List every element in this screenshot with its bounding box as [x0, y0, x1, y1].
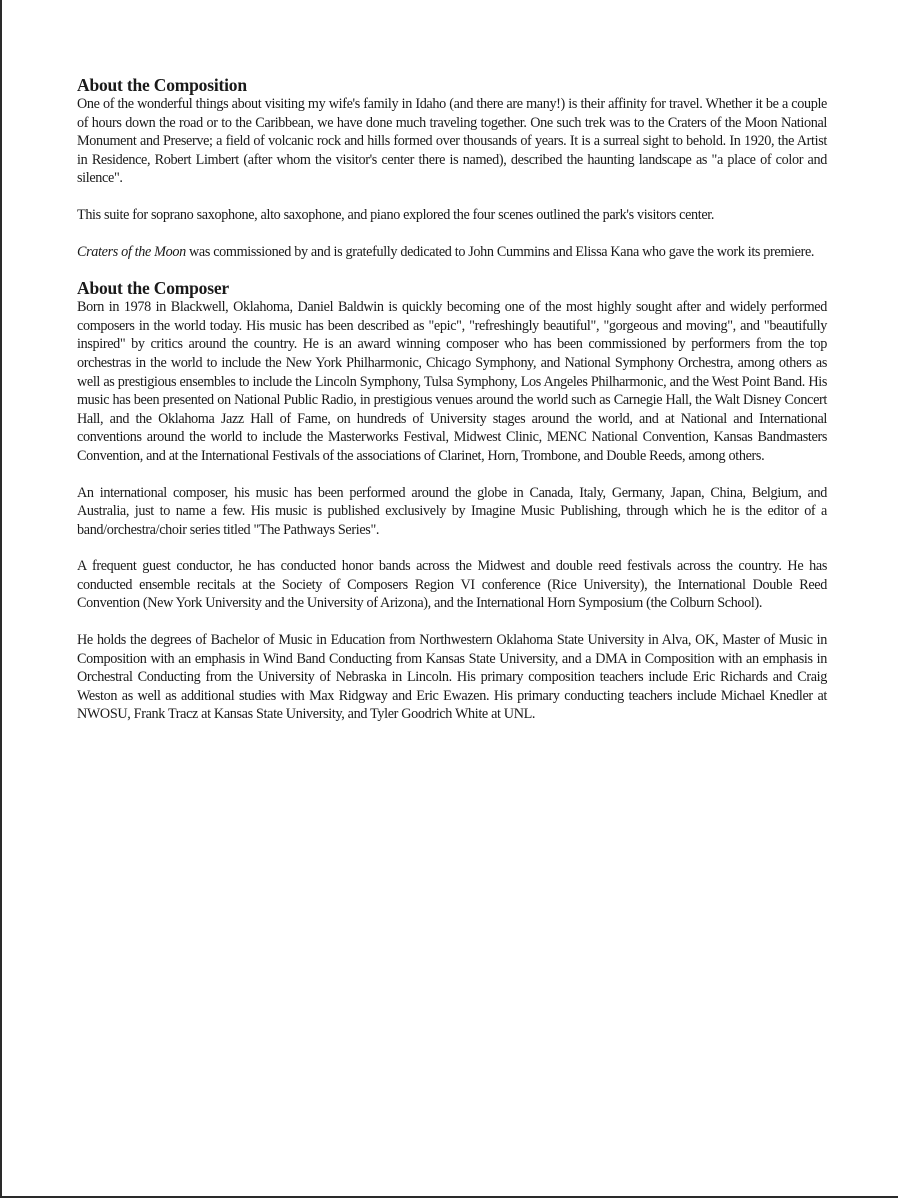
composition-paragraph-2: This suite for soprano saxophone, alto saxophone, and piano explored the four scenes outlined the park's visitors center. — [77, 206, 715, 223]
composer-paragraph-2: An international composer, his music has been performed around the globe in Canada, Italy, Germany, Japan, China, Belgium, and Australia, just to name a few. His music is published exclusively by Imagine Music Publishing, through which he is the editor of a band/orchestra/choir series titled "The Pathways Series". — [77, 484, 827, 538]
composition-paragraph-3 — [77, 243, 827, 262]
document-body — [77, 76, 827, 724]
composition-heading: About the Composition — [77, 75, 247, 95]
dedication-text: was commissioned by and is gratefully dedicated to John Cummins and Elissa Kana who gave the work its premiere. — [185, 243, 815, 260]
composer-paragraph-1: Born in 1978 in Blackwell, Oklahoma, Daniel Baldwin is quickly becoming one of the most highly sought after and widely performed composers in the world today. His music has been described as "epic", "refreshingly beautiful", "gorgeous and moving", and "beautifully inspired" by critics around the country. He is an award winning composer who has been commissioned by performers from the top orchestras in the world to include the New York Philharmonic, Chicago Symphony, and National Symphony Orchestra, among others as well as prestigious ensembles to include the Lincoln Symphony, Tulsa Symphony, Los Angeles Philharmonic, and the West Point Band. His music has been presented on National Public Radio, in prestigious venues around the world such as Carnegie Hall, the Walt Disney Concert Hall, and the Oklahoma Jazz Hall of Fame, on hundreds of University stages around the world, and at National and International conventions around the world to include the Masterworks Festival, Midwest Clinic, MENC National Convention, Kansas Bandmasters Convention, and at the International Festivals of the associations of Clarinet, Horn, Trombone, and Double Reeds, among others. — [77, 299, 827, 464]
composer-heading: About the Composer — [77, 278, 229, 299]
composition-paragraph-1: One of the wonderful things about visiting my wife's family in Idaho (and there are many!) is their affinity for travel. Whether it be a couple of hours down the road or to the Caribbean, we have done much traveling together. One such trek was to the Craters of the Moon National Monument and Preserve; a field of volcanic rock and hills formed over thousands of years. It is a surreal sight to behold. In 1920, the Artist in Residence, Robert Limbert (after whom the visitor's center there is named), described the haunting landscape as "a place of color and silence". — [77, 96, 827, 187]
work-title: Craters of the Moon — [77, 243, 186, 260]
composer-paragraph-4: He holds the degrees of Bachelor of Music in Education from Northwestern Oklahoma State University in Alva, OK, Master of Music in Composition with an emphasis in Wind Band Conducting from Kansas State University, and a DMA in Composition with an emphasis in Orchestral Conducting from the University of Nebraska in Lincoln. His primary composition teachers include Eric Richards and Craig Weston as well as additional studies with Max Ridgway and Eric Ewazen. His primary conducting teachers include Michael Knedler at NWOSU, Frank Tracz at Kansas State University, and Tyler Goodrich White at UNL. — [77, 632, 827, 723]
about-composer-section — [77, 279, 827, 724]
about-composition-section — [77, 76, 827, 261]
composer-paragraph-3: A frequent guest conductor, he has conducted honor bands across the Midwest and double reed festivals across the country. He has conducted ensemble recitals at the Society of Composers Region VI conference (Rice University), the International Double Reed Convention (New York University and the University of Arizona), and the International Horn Symposium (the Colburn School). — [77, 558, 827, 612]
